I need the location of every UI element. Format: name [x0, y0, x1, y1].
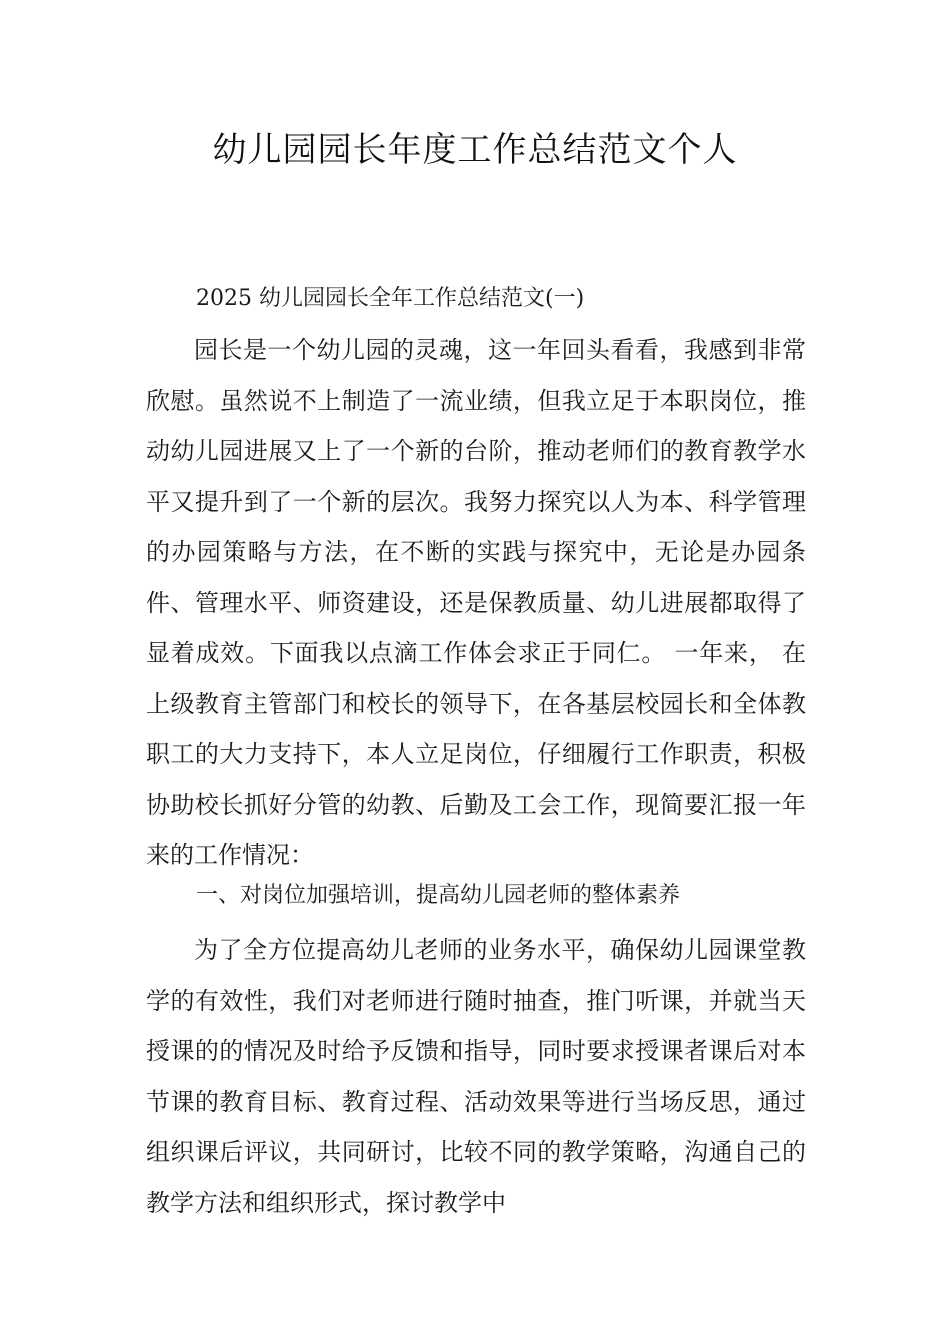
- body-paragraph: 为了全方位提高幼儿老师的业务水平，确保幼儿园课堂教学的有效性，我们对老师进行随时抽查，推门听课，并就当天授课的的情况及时给予反馈和指导，同时要求授课者课后对本节课的教育目标、教育过程、活动效果等进行当场反思，通过组织课后评议，共同研讨，比较不同的教学策略，沟通自己的教学方法和组织形式，探讨教学中: [146, 936, 806, 1217]
- section-heading: 一、对岗位加强培训，提高幼儿园老师的整体素养: [196, 883, 681, 908]
- page-title: 幼儿园园长年度工作总结范文个人: [212, 130, 738, 170]
- body-paragraph: 园长是一个幼儿园的灵魂，这一年回头看看，我感到非常欣慰。虽然说不上制造了一流业绩，但我立足于本职岗位，推动幼儿园进展又上了一个新的台阶，推动老师们的教育教学水平又提升到了一个新的层次。我努力探究以人为本、科学管理的办园策略与方法，在不断的实践与探究中，无论是办园条件、管理水平、师资建设，还是保教质量、幼儿进展都取得了显着成效。下面我以点滴工作体会求正于同仁。 一年来， 在上级教育主管部门和校长的领导下，在各基层校园长和全体教职工的大力支持下，本人立足岗位，仔细履行工作职责，积极协助校长抓好分管的幼教、后勤及工会工作，现简要汇报一年来的工作情况：: [146, 336, 806, 869]
- document-subtitle: 2025 幼儿园园长全年工作总结范文(一): [196, 286, 585, 311]
